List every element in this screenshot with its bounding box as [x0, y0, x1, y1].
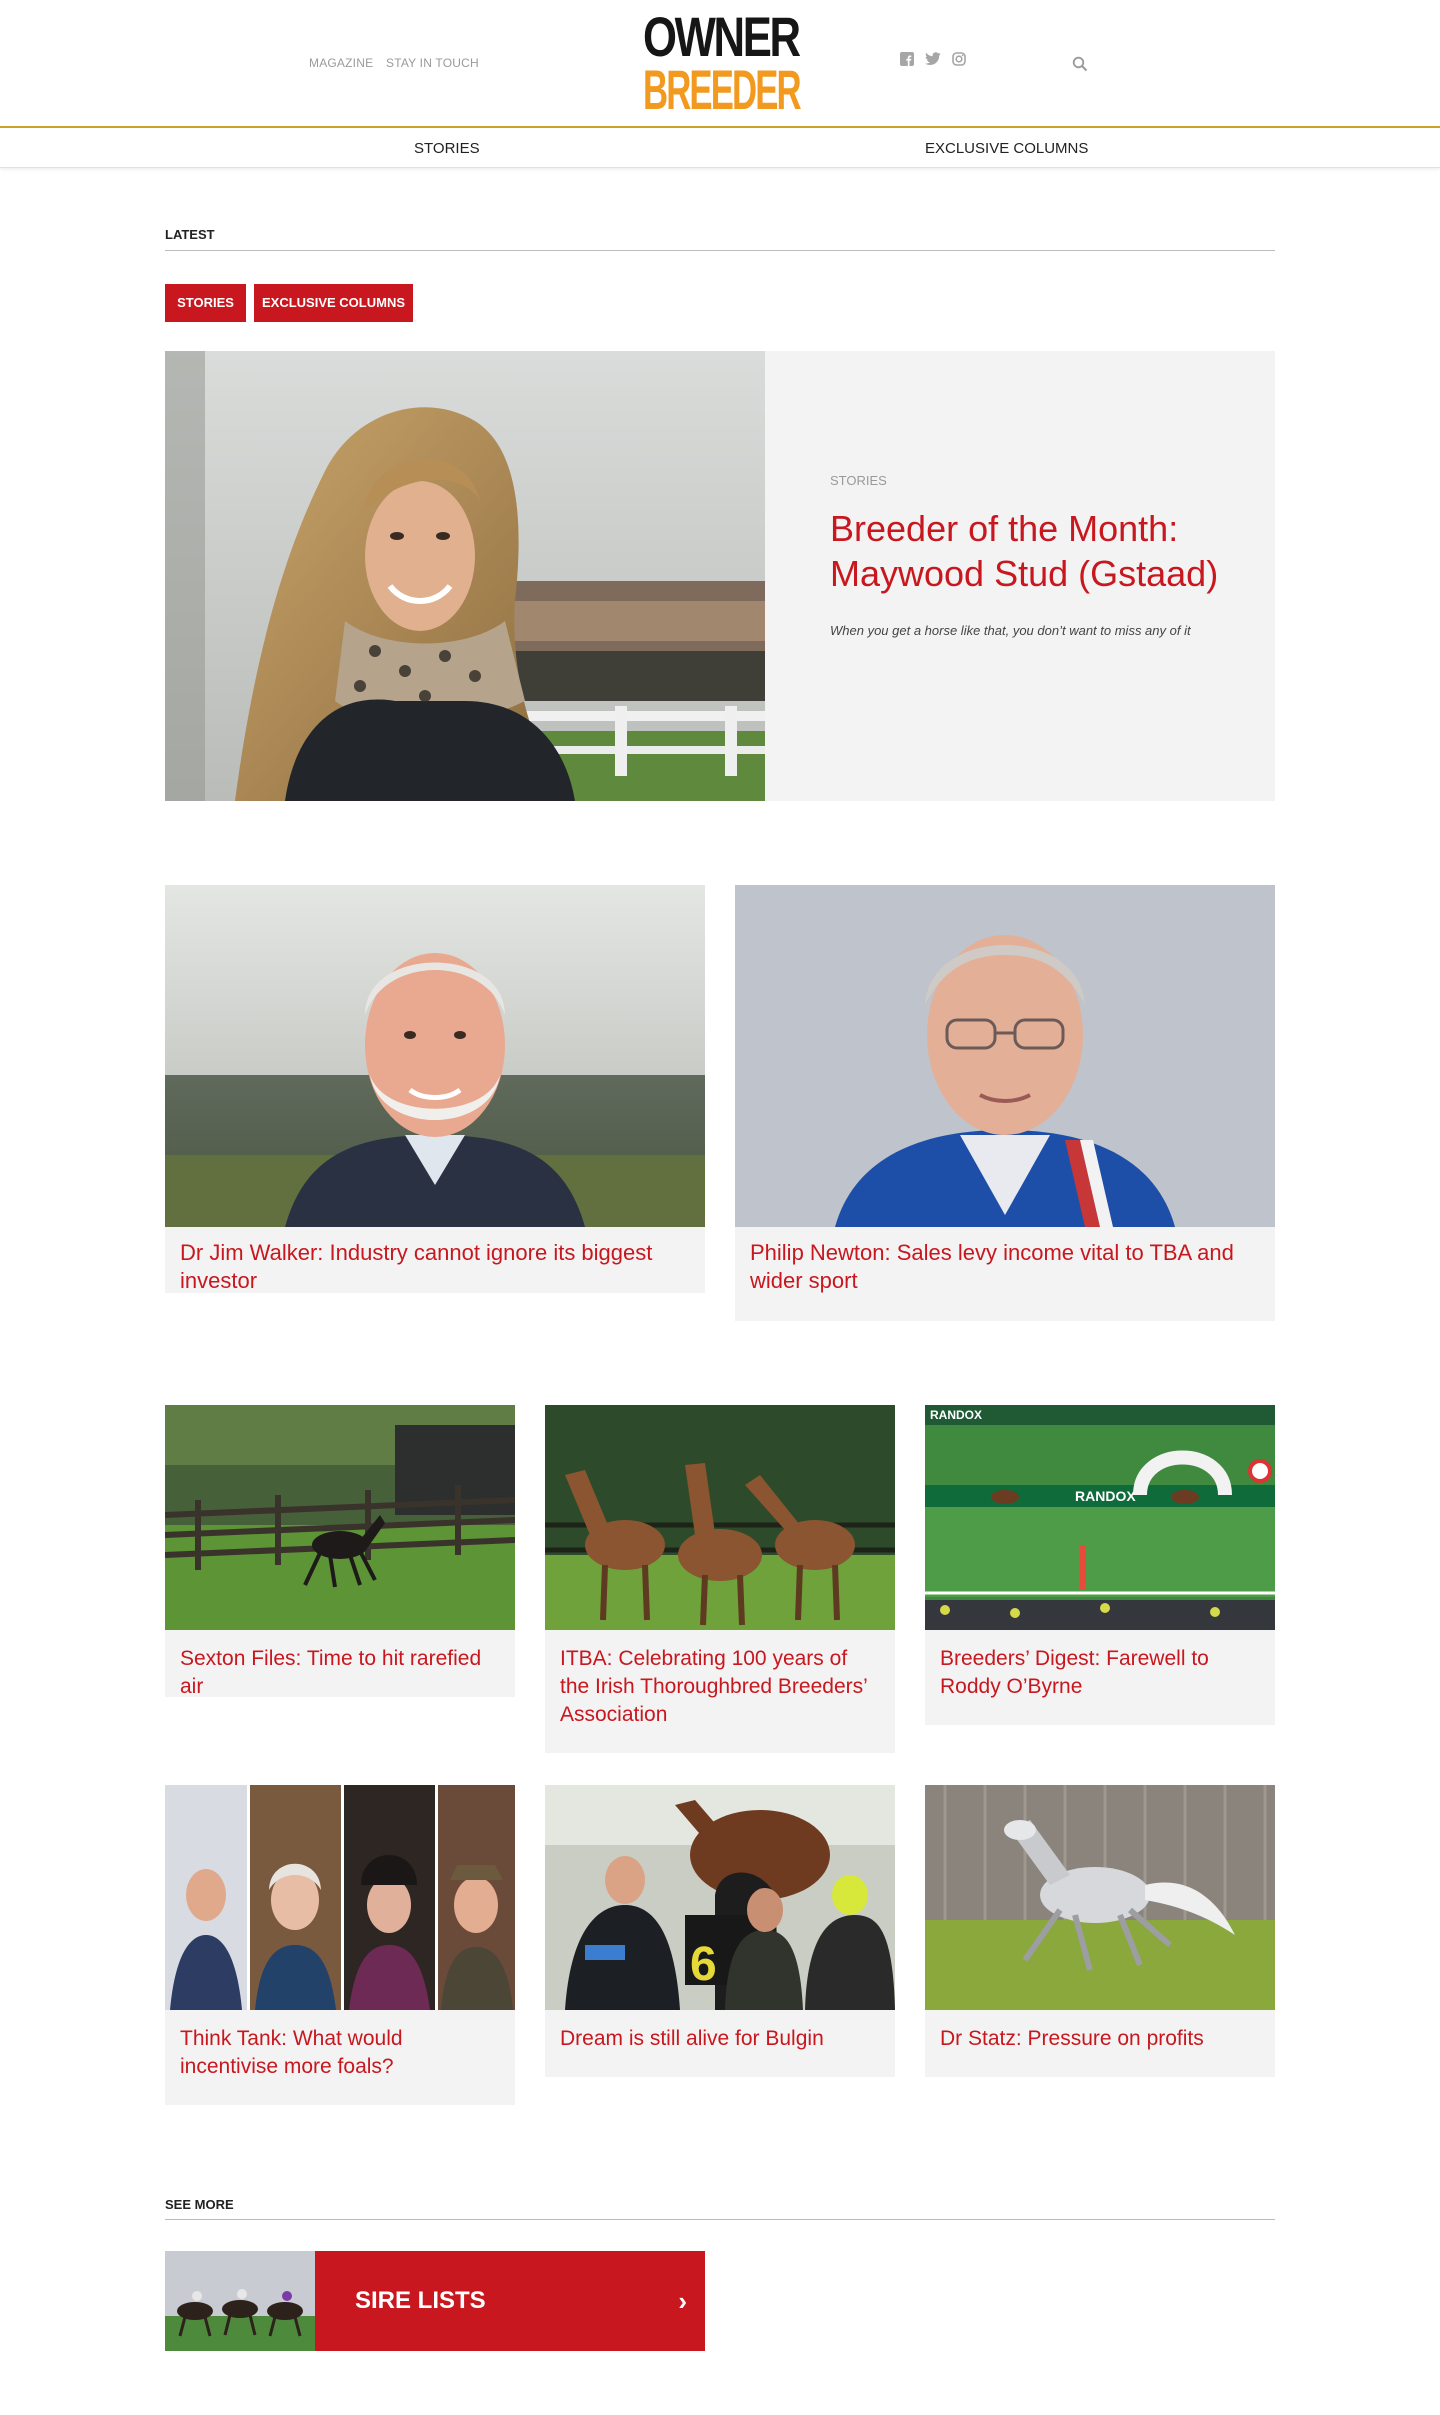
article-title[interactable]: Dream is still alive for Bulgin	[560, 2027, 824, 2050]
article-card[interactable]	[735, 885, 1275, 1321]
instagram-icon[interactable]	[952, 52, 968, 68]
article-image[interactable]	[735, 885, 1275, 1227]
sire-lists-bar[interactable]	[315, 2251, 705, 2351]
site-header	[0, 0, 1440, 128]
sire-lists-label: SIRE LISTS	[355, 2287, 486, 2314]
featured-article[interactable]	[165, 351, 1275, 801]
filter-stories-button[interactable]: STORIES	[165, 284, 246, 322]
see-more-heading: SEE MORE	[165, 2197, 234, 2212]
featured-image[interactable]	[165, 351, 765, 801]
article-card[interactable]	[165, 1785, 515, 2105]
article-title[interactable]: ITBA: Celebrating 100 years of the Irish Thoroughbred Breeders’ Association	[560, 1647, 868, 1726]
article-title[interactable]: Breeders’ Digest: Farewell to Roddy O’Byrne	[940, 1647, 1209, 1698]
magazine-link[interactable]: MAGAZINE	[309, 56, 374, 70]
article-card[interactable]	[165, 885, 705, 1293]
featured-subtitle: When you get a horse like that, you don’t want to miss any of it	[830, 623, 1191, 638]
article-image[interactable]	[545, 1405, 895, 1630]
site-logo[interactable]	[643, 5, 800, 121]
facebook-icon[interactable]	[900, 52, 916, 68]
sire-lists-image	[165, 2251, 315, 2351]
article-image[interactable]	[925, 1405, 1275, 1630]
article-image[interactable]	[545, 1785, 895, 2010]
article-image[interactable]	[925, 1785, 1275, 2010]
logo-breeder: BREEDER	[643, 58, 800, 121]
chevron-right-icon: ›	[678, 2286, 687, 2316]
article-image[interactable]	[165, 885, 705, 1227]
stay-in-touch-link[interactable]: STAY IN TOUCH	[386, 56, 479, 70]
filter-exclusive-columns-button[interactable]: EXCLUSIVE COLUMNS	[254, 284, 413, 322]
article-image[interactable]	[165, 1405, 515, 1630]
search-icon[interactable]	[1072, 56, 1088, 72]
article-card[interactable]	[545, 1405, 895, 1753]
main-nav	[0, 130, 1440, 168]
latest-heading: LATEST	[165, 227, 215, 242]
randox-rail-text: RANDOX	[1075, 1488, 1136, 1504]
nav-exclusive-columns[interactable]: EXCLUSIVE COLUMNS	[925, 140, 1089, 157]
randox-banner-text: RANDOX	[930, 1408, 983, 1422]
see-more-divider	[165, 2219, 1275, 2220]
article-title[interactable]: Dr Jim Walker: Industry cannot ignore its biggest investor	[180, 1240, 653, 1293]
latest-divider	[165, 250, 1275, 251]
saddlecloth-number: 6	[690, 1938, 717, 1991]
featured-category[interactable]: STORIES	[830, 473, 887, 488]
twitter-icon[interactable]	[925, 52, 941, 68]
featured-title[interactable]: Breeder of the Month: Maywood Stud (Gstaad)	[830, 508, 1219, 594]
nav-stories[interactable]: STORIES	[414, 140, 480, 157]
article-title[interactable]: Dr Statz: Pressure on profits	[940, 2027, 1204, 2050]
article-card[interactable]	[925, 1405, 1275, 1725]
article-card[interactable]	[925, 1785, 1275, 2077]
article-card[interactable]	[165, 1405, 515, 1697]
article-card[interactable]	[545, 1785, 895, 2077]
sire-lists-button[interactable]	[165, 2251, 705, 2351]
article-title[interactable]: Philip Newton: Sales levy income vital to TBA and wider sport	[750, 1240, 1234, 1293]
logo-owner: OWNER	[643, 5, 799, 68]
article-image[interactable]	[165, 1785, 515, 2010]
article-title[interactable]: Sexton Files: Time to hit rarefied air	[180, 1647, 482, 1698]
article-title[interactable]: Think Tank: What would incentivise more foals?	[180, 2027, 403, 2078]
